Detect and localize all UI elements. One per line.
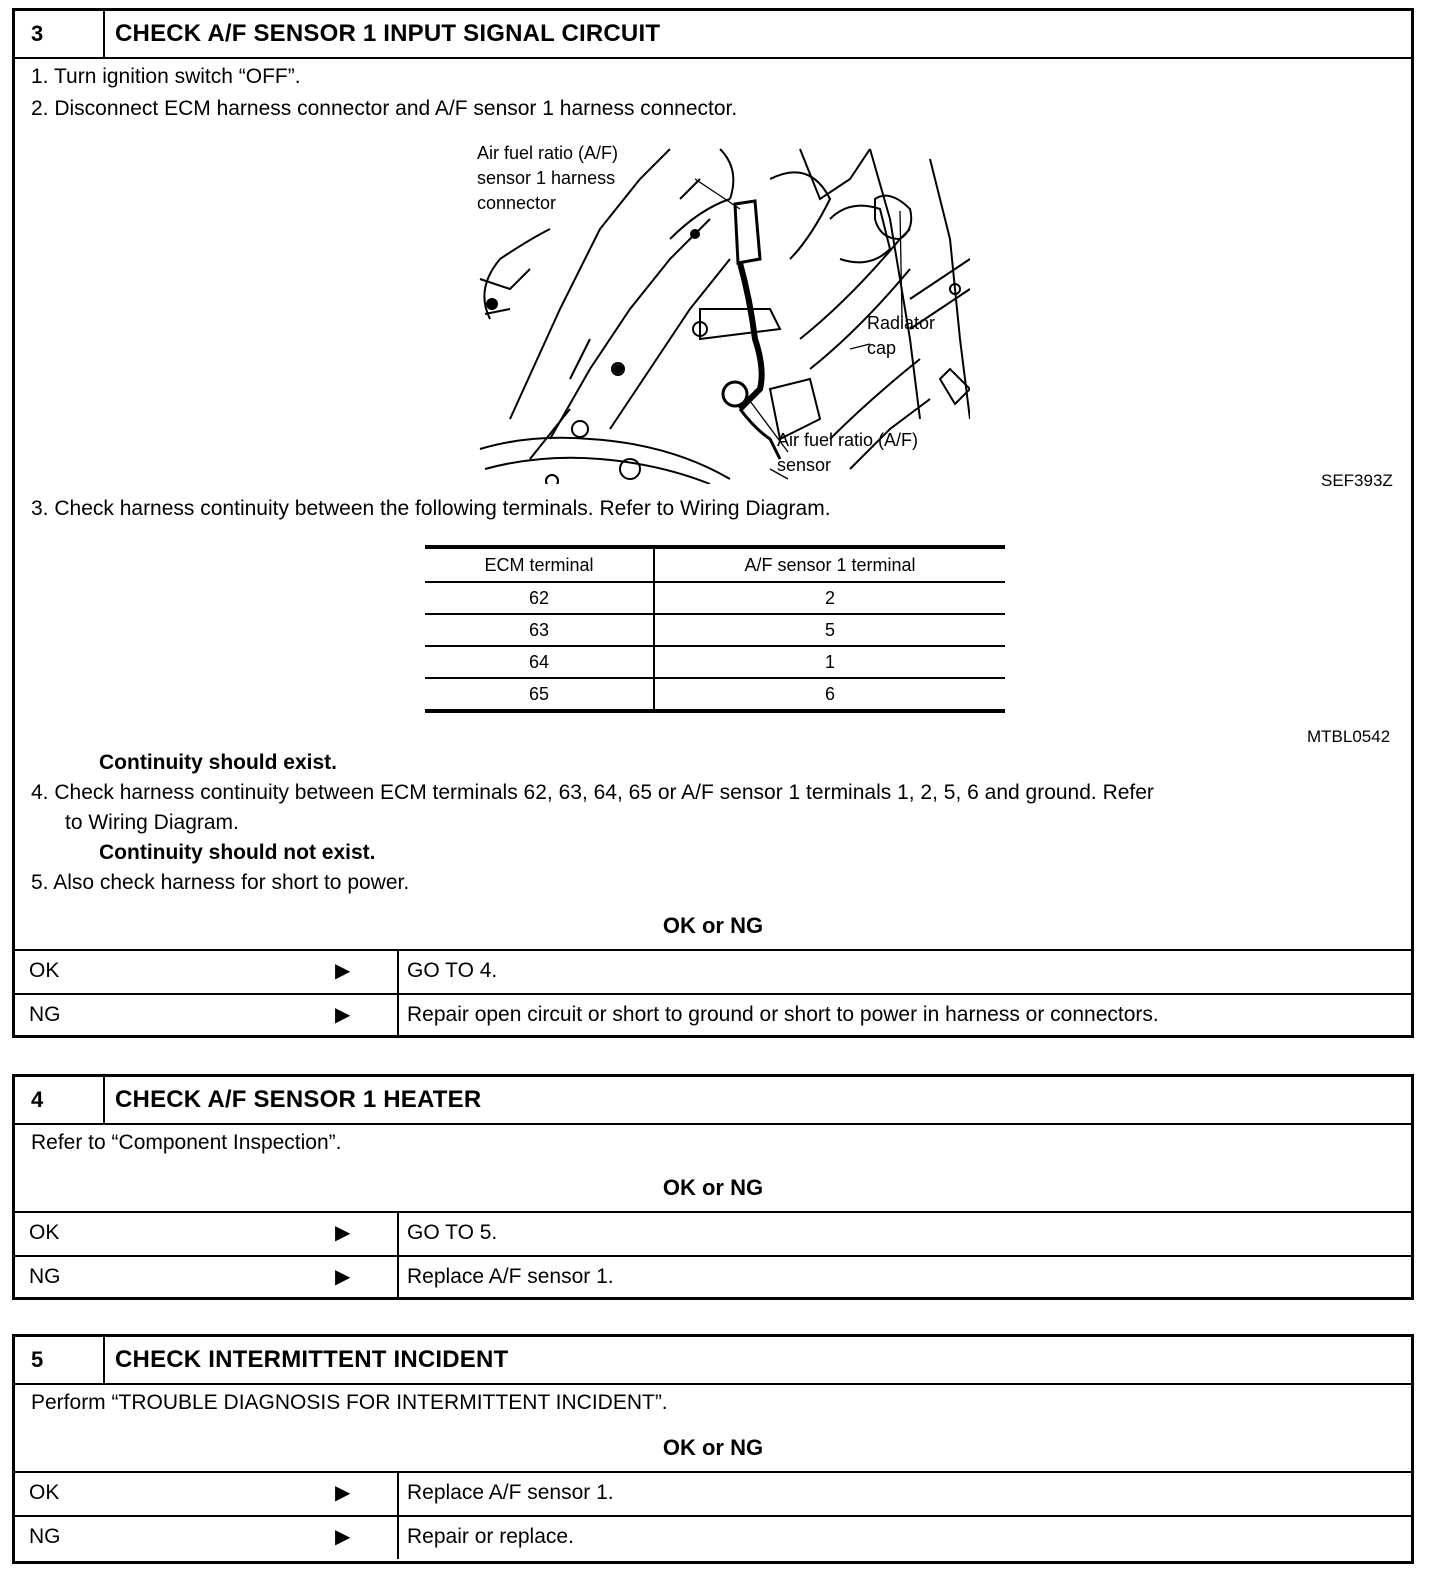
right-triangle-arrow-icon: ▶ <box>335 1526 351 1548</box>
instruction-1: 1. Turn ignition switch “OFF”. <box>31 65 301 88</box>
table-cell: 5 <box>654 614 1005 646</box>
label-line: sensor <box>777 455 832 475</box>
label-line: cap <box>867 338 897 358</box>
step-4-box <box>12 1074 1414 1300</box>
row-divider <box>397 1257 399 1299</box>
ng-result: Replace A/F sensor 1. <box>407 1265 614 1288</box>
instruction-4-line-1: 4. Check harness continuity between ECM terminals 62, 63, 64, 65 or A/F sensor 1 terminals 1, 2, 5, 6 and ground. Refer <box>31 781 1154 804</box>
figure-code: SEF393Z <box>1321 471 1393 490</box>
ng-label: NG <box>29 1525 61 1548</box>
step-5-header <box>15 1337 1411 1385</box>
table-cell: 64 <box>425 646 654 678</box>
ok-or-ng-heading: OK or NG <box>662 913 764 938</box>
row-divider <box>397 951 399 993</box>
ng-row <box>15 1255 1411 1299</box>
note-continuity-not-exist: Continuity should not exist. <box>99 841 376 864</box>
ng-result: Repair or replace. <box>407 1525 574 1548</box>
ok-label: OK <box>29 1221 60 1244</box>
ng-row <box>15 1515 1411 1559</box>
step-number: 3 <box>15 11 105 57</box>
ok-row <box>15 1211 1411 1255</box>
note-continuity-exist: Continuity should exist. <box>99 751 338 774</box>
table-cell: 65 <box>425 678 654 711</box>
step-4-header <box>15 1077 1411 1125</box>
header-af-sensor-terminal: A/F sensor 1 terminal <box>654 547 1005 582</box>
step-title: CHECK A/F SENSOR 1 INPUT SIGNAL CIRCUIT <box>115 20 661 47</box>
label-line: Air fuel ratio (A/F) <box>777 430 919 450</box>
ok-label: OK <box>29 1481 60 1504</box>
row-divider <box>397 1473 399 1515</box>
row-divider <box>397 1517 399 1559</box>
ok-row <box>15 1471 1411 1515</box>
instruction-3: 3. Check harness continuity between the following terminals. Refer to Wiring Diagram. <box>31 497 831 520</box>
ok-or-ng-heading: OK or NG <box>662 1175 764 1200</box>
instruction-5: 5. Also check harness for short to power. <box>31 871 410 894</box>
instruction: Perform “TROUBLE DIAGNOSIS FOR INTERMITTENT INCIDENT”. <box>31 1391 668 1414</box>
ok-row <box>15 949 1411 993</box>
ok-result: GO TO 5. <box>407 1221 498 1244</box>
ng-result: Repair open circuit or short to ground or short to power in harness or connectors. <box>407 1003 1159 1026</box>
step-title: CHECK INTERMITTENT INCIDENT <box>115 1346 509 1373</box>
ng-label: NG <box>29 1003 61 1026</box>
step-number: 4 <box>15 1077 105 1123</box>
step-title: CHECK A/F SENSOR 1 HEATER <box>115 1086 482 1113</box>
ok-or-ng-heading: OK or NG <box>662 1435 764 1460</box>
step-3-header <box>15 11 1411 59</box>
label-radiator-cap <box>867 311 935 361</box>
table-row <box>425 614 1005 646</box>
step-number: 5 <box>15 1337 105 1383</box>
table-cell: 63 <box>425 614 654 646</box>
header-ecm-terminal: ECM terminal <box>425 547 654 582</box>
row-divider <box>397 1213 399 1255</box>
table-code: MTBL0542 <box>1307 727 1391 746</box>
step-3-box <box>12 8 1414 1038</box>
right-triangle-arrow-icon: ▶ <box>335 1266 351 1288</box>
row-divider <box>397 995 399 1037</box>
terminal-table <box>425 545 1005 713</box>
table-cell: 62 <box>425 582 654 614</box>
label-line: Air fuel ratio (A/F) <box>477 143 619 163</box>
table-cell: 6 <box>654 678 1005 711</box>
table-row <box>425 582 1005 614</box>
table-row <box>425 646 1005 678</box>
label-line: Radiator <box>867 313 936 333</box>
right-triangle-arrow-icon: ▶ <box>335 1222 351 1244</box>
ok-label: OK <box>29 959 60 982</box>
ng-row <box>15 993 1411 1037</box>
ng-label: NG <box>29 1265 61 1288</box>
label-line: connector <box>477 193 557 213</box>
right-triangle-arrow-icon: ▶ <box>335 1004 351 1026</box>
ok-result: GO TO 4. <box>407 959 498 982</box>
right-triangle-arrow-icon: ▶ <box>335 960 351 982</box>
table-cell: 2 <box>654 582 1005 614</box>
table-row <box>425 678 1005 711</box>
ok-result: Replace A/F sensor 1. <box>407 1481 614 1504</box>
table-header-row <box>425 547 1005 582</box>
label-line: sensor 1 harness <box>477 168 616 188</box>
right-triangle-arrow-icon: ▶ <box>335 1482 351 1504</box>
instruction-2: 2. Disconnect ECM harness connector and A/F sensor 1 harness connector. <box>31 97 738 120</box>
step-5-box <box>12 1334 1414 1564</box>
instruction: Refer to “Component Inspection”. <box>31 1131 342 1154</box>
label-af-sensor <box>777 428 918 478</box>
table-cell: 1 <box>654 646 1005 678</box>
label-af-sensor-connector <box>477 141 618 216</box>
instruction-4-line-2: to Wiring Diagram. <box>65 811 239 834</box>
